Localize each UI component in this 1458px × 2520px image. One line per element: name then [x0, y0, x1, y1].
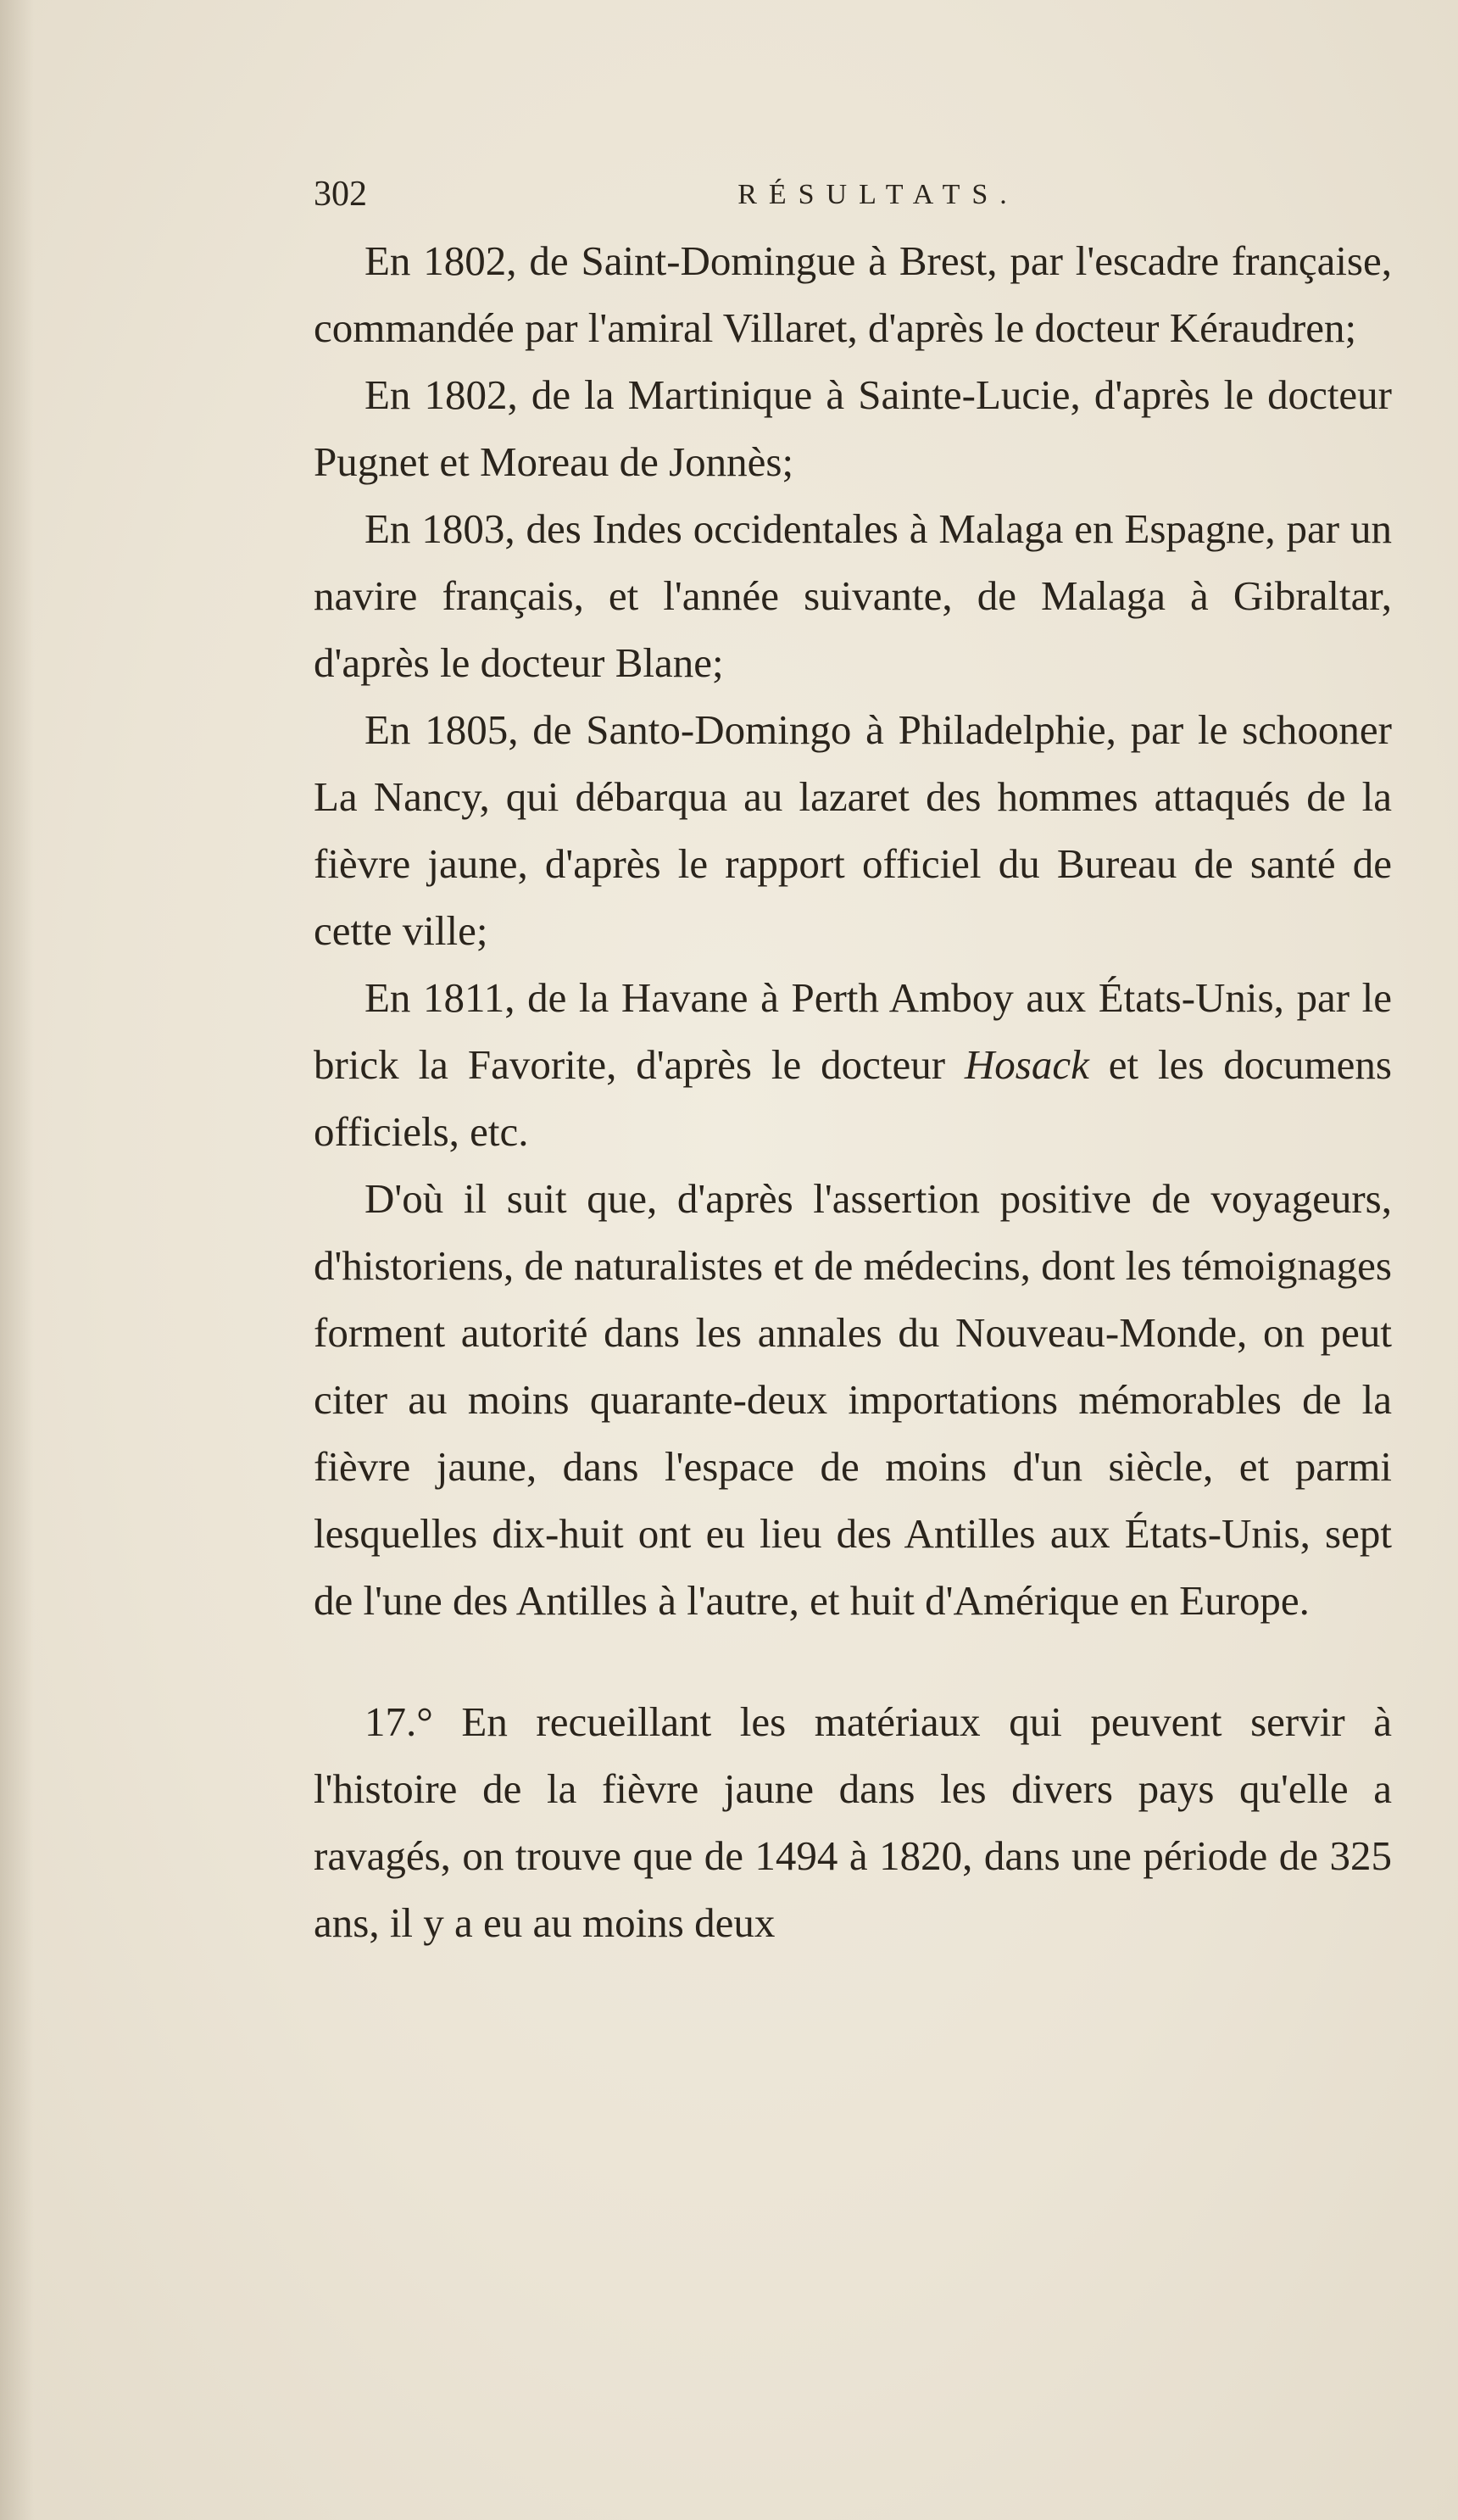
paragraph-1811-text-before: En 1811, de la Havane à Perth Amboy aux États-Unis, par le brick la Favorite, d'après le docteur — [314, 974, 1392, 1088]
paragraph-1802-brest: En 1802, de Saint-Domingue à Brest, par l'escadre française, commandée par l'amiral Villaret, d'après le docteur Kéraudren; — [314, 237, 1392, 351]
page-text — [314, 161, 1392, 1956]
paragraph-1803-malaga: En 1803, des Indes occidentales à Malaga en Espagne, par un navire français, et l'année suivante, de Malaga à Gibraltar, d'après le docteur Blane; — [314, 505, 1392, 686]
paragraph-1805-philadelphie: En 1805, de Santo-Domingo à Philadelphie, par le schooner La Nancy, qui débarqua au lazaret des hommes attaqués de la fièvre jaune, d'après le rapport officiel du Bureau de santé de cette ville; — [314, 706, 1392, 954]
paragraph-conclusion: D'où il suit que, d'après l'assertion positive de voyageurs, d'historiens, de naturalistes et de médecins, dont les témoignages forment autorité dans les annales du Nouveau-Monde, on peut citer au moins quarante-deux importations mémorables de la fièvre jaune, dans l'espace de moins d'un siècle, et parmi lesquelles dix-huit ont eu lieu des Antilles aux États-Unis, sept de l'une des Antilles à l'autre, et huit d'Amérique en Europe. — [314, 1175, 1392, 1624]
running-head — [314, 161, 1392, 220]
paragraph-1802-martinique: En 1802, de la Martinique à Sainte-Lucie, d'après le docteur Pugnet et Moreau de Jonnès; — [314, 371, 1392, 485]
hosack-italic: Hosack — [964, 1041, 1089, 1088]
running-title: RÉSULTATS. — [737, 179, 1019, 210]
page-number: 302 — [314, 175, 367, 214]
paragraph-section-17: 17.° En recueillant les matériaux qui peuvent servir à l'histoire de la fièvre jaune dans les divers pays qu'elle a ravagés, on trouve que de 1494 à 1820, dans une période de 325 ans, il y a eu au moins deux — [314, 1698, 1392, 1946]
gutter-shadow — [0, 0, 34, 2520]
paragraph-1811-text-after: et les documens officiels, etc. — [314, 1041, 1392, 1155]
paragraph-1811-perth-amboy — [314, 964, 1392, 1165]
